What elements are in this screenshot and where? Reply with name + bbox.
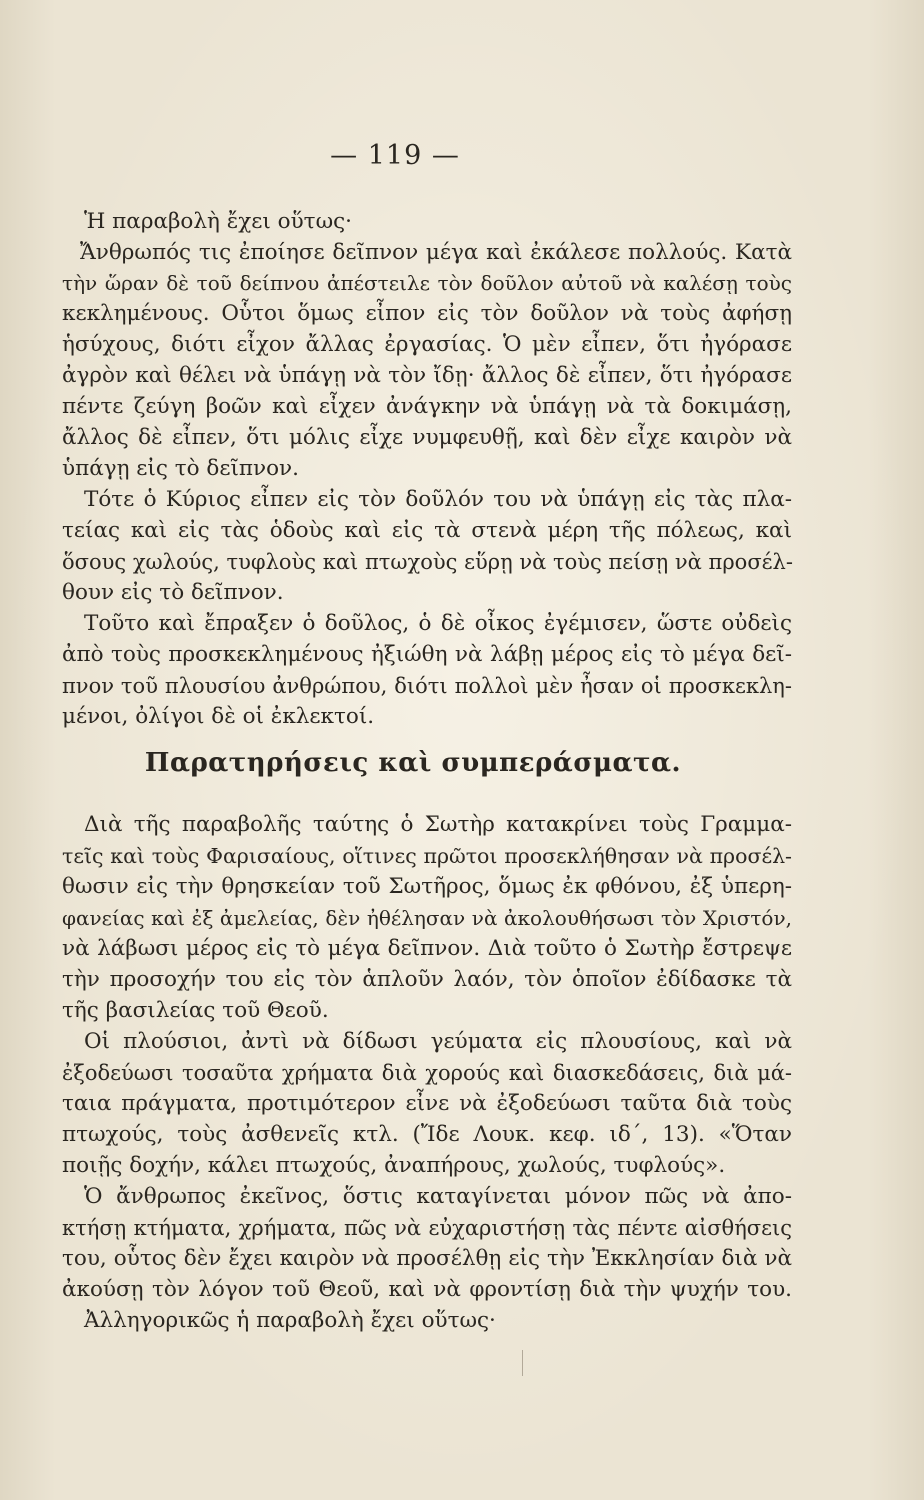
text-line: πέντε ζεύγη βοῶν καὶ εἶχεν ἀνάγκην νὰ ὑπάγῃ νὰ τὰ δοκιμάσῃ,: [62, 394, 792, 419]
text-line: τεῖς καὶ τοὺς Φαρισαίους, οἵτινες πρῶτοι προσεκλήθησαν νὰ προσέλ-: [62, 844, 792, 868]
text-line: Τότε ὁ Κύριος εἶπεν εἰς τὸν δοῦλόν του νὰ ὑπάγῃ εἰς τὰς πλα-: [84, 487, 792, 512]
text-line: Διὰ τῆς παραβολῆς ταύτης ὁ Σωτὴρ κατακρίνει τοὺς Γραμμα-: [84, 812, 792, 837]
text-line: ἀπὸ τοὺς προσκεκλημένους ἠξιώθη νὰ λάβῃ μέρος εἰς τὸ μέγα δεῖ-: [62, 642, 792, 667]
text-line: κεκλημένους. Οὗτοι ὅμως εἶπον εἰς τὸν δοῦλον νὰ τοὺς ἀφήσῃ: [62, 301, 792, 326]
text-line: τὴν προσοχήν του εἰς τὸν ἁπλοῦν λαόν, τὸν ὁποῖον ἐδίδασκε τὰ: [62, 967, 792, 992]
text-line: θουν εἰς τὸ δεῖπνον.: [62, 580, 284, 605]
text-line: ἀκούσῃ τὸν λόγον τοῦ Θεοῦ, καὶ νὰ φροντίσῃ διὰ τὴν ψυχήν του.: [62, 1277, 792, 1302]
section-heading: Παρατηρήσεις καὶ συμπεράσματα.: [144, 748, 682, 778]
text-line: ἀγρὸν καὶ θέλει νὰ ὑπάγῃ νὰ τὸν ἴδῃ· ἄλλος δὲ εἶπεν, ὅτι ἠγόρασε: [62, 363, 792, 388]
text-line: Ὁ ἄνθρωπος ἐκεῖνος, ὅστις καταγίνεται μόνον πῶς νὰ ἀπο-: [84, 1184, 792, 1209]
text-line: φανείας καὶ ἐξ ἀμελείας, δὲν ἠθέλησαν νὰ ἀκολουθήσωσι τὸν Χριστόν,: [62, 906, 792, 930]
text-line: πνον τοῦ πλουσίου ἀνθρώπου, διότι πολλοὶ μὲν ἦσαν οἱ προσκεκλη-: [62, 674, 792, 698]
text-line: Τοῦτο καὶ ἔπραξεν ὁ δοῦλος, ὁ δὲ οἶκος ἐγέμισεν, ὥστε οὐδεὶς: [84, 611, 792, 636]
text-line: ἐξοδεύωσι τοσαῦτα χρήματα διὰ χορούς καὶ διασκεδάσεις, διὰ μά-: [62, 1061, 792, 1085]
text-line: ταια πράγματα, προτιμότερον εἶνε νὰ ἐξοδεύωσι ταῦτα διὰ τοὺς: [62, 1091, 792, 1116]
text-line: ποιῇς δοχήν, κάλει πτωχούς, ἀναπήρους, χωλούς, τυφλούς».: [62, 1153, 726, 1178]
text-line: Ἄνθρωπός τις ἐποίησε δεῖπνον μέγα καὶ ἐκάλεσε πολλούς. Κατὰ: [80, 240, 792, 265]
text-line: ἡσύχους, διότι εἶχον ἄλλας ἐργασίας. Ὁ μὲν εἶπεν, ὅτι ἠγόρασε: [62, 332, 792, 357]
text-line: θωσιν εἰς τὴν θρησκείαν τοῦ Σωτῆρος, ὅμως ἐκ φθόνου, ἐξ ὑπερη-: [62, 874, 792, 899]
text-line: πτωχούς, τοὺς ἀσθενεῖς κτλ. (Ἴδε Λουκ. κεφ. ιδ΄, 13). «Ὅταν: [62, 1122, 792, 1147]
text-line: Ἡ παραβολὴ ἔχει οὕτως·: [84, 209, 352, 234]
text-line: ὑπάγῃ εἰς τὸ δεῖπνον.: [62, 456, 299, 481]
text-line: κτήσῃ κτήματα, χρήματα, πῶς νὰ εὐχαριστήσῃ τὰς πέντε αἰσθήσεις: [62, 1216, 792, 1240]
text-line: τείας καὶ εἰς τὰς ὁδοὺς καὶ εἰς τὰ στενὰ μέρη τῆς πόλεως, καὶ: [62, 518, 792, 543]
text-line: νὰ λάβωσι μέρος εἰς τὸ μέγα δεῖπνον. Διὰ τοῦτο ὁ Σωτὴρ ἔστρεψε: [62, 936, 792, 961]
text-line: του, οὗτος δὲν ἔχει καιρὸν νὰ προσέλθῃ εἰς τὴν Ἐκκλησίαν διὰ νὰ: [62, 1246, 792, 1271]
text-line: τὴν ὥραν δὲ τοῦ δείπνου ἀπέστειλε τὸν δοῦλον αὐτοῦ νὰ καλέσῃ τοὺς: [62, 271, 792, 295]
page-number: — 119 —: [330, 140, 460, 171]
paper-mark: [522, 1350, 523, 1376]
text-line: Οἱ πλούσιοι, ἀντὶ νὰ δίδωσι γεύματα εἰς πλουσίους, καὶ νὰ: [84, 1029, 792, 1054]
text-line: μένοι, ὀλίγοι δὲ οἱ ἐκλεκτοί.: [62, 704, 375, 729]
text-line: ἄλλος δὲ εἶπεν, ὅτι μόλις εἶχε νυμφευθῇ, καὶ δὲν εἶχε καιρὸν νὰ: [62, 425, 792, 450]
text-line: ὅσους χωλούς, τυφλοὺς καὶ πτωχοὺς εὕρῃ νὰ τοὺς πείσῃ νὰ προσέλ-: [62, 550, 793, 574]
text-line: Ἀλληγορικῶς ἡ παραβολὴ ἔχει οὕτως·: [84, 1308, 496, 1333]
text-line: τῆς βασιλείας τοῦ Θεοῦ.: [62, 998, 329, 1023]
